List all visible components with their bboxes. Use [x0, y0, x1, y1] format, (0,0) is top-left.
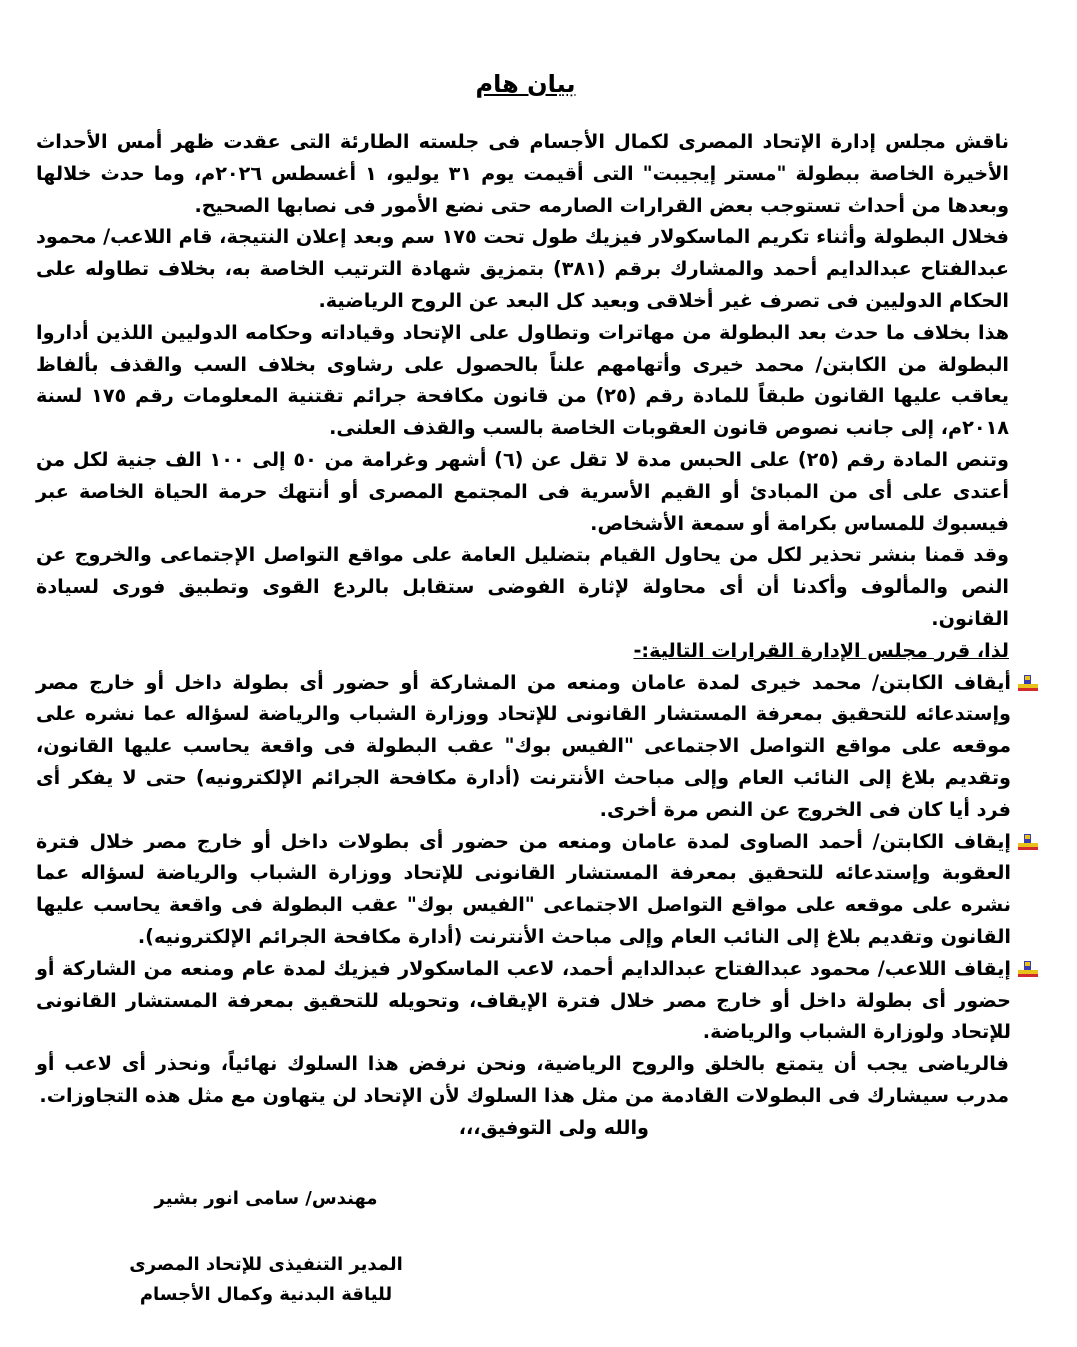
- decisions-heading: لذا، قرر مجلس الإدارة القرارات التالية:-: [633, 638, 1009, 662]
- decision-item: [36, 667, 1039, 826]
- decision-text: أيقاف الكابتن/ محمد خيرى لمدة عامان ومنعه من المشاركة أو حضور أى بطولة داخل أو خارج مصر وإستدعائه للتحقيق بمعرفة المستشار القانونى للإتحاد ووزارة الشباب والرياضة لسؤاله عما نشره على موقعه على مواقع التواصل الاجتماعى "الفيس بوك" عقب البطولة فى واقعة يحاسب عليها القانون، وتقديم بلاغ إلى النائب العام وإلى مباحث الأنترنت (أدارة مكافحة الجرائم الإلكترونيه) حتى لا يفكر أى فرد أيا كان فى الخروج عن النص مرة أخرى.: [36, 670, 1011, 821]
- decision-text: إيقاف الكابتن/ أحمد الصاوى لمدة عامان ومنعه من حضور أى بطولات داخل أو خارج مصر خلال فترة العقوبة وإستدعائه للتحقيق بمعرفة المستشار القانونى للإتحاد ووزارة الشباب والرياضة لسؤاله عما نشره على موقعه على مواقع التواصل الاجتماعى "الفيس بوك" عقب البطولة فى واقعة يحاسب عليها القانون وتقديم بلاغ إلى النائب العام وإلى مباحث الأنترنت (أدارة مكافحة الجرائم الإلكترونيه).: [36, 829, 1011, 948]
- paragraph-incident: فخلال البطولة وأثناء تكريم الماسكولار فيزيك طول تحت ١٧٥ سم وبعد إعلان النتيجة، قام اللاعب/ محمود عبدالفتاح عبدالدايم أحمد والمشارك برقم (٣٨١) بتمزيق شهادة الترتيب الخاصة به، بخلاف تطاوله على الحكام الدوليين فى تصرف غير أخلاقى وبعيد كل البعد عن الروح الرياضية.: [36, 225, 1010, 312]
- signature-title-line1: المدير التنفيذى للإتحاد المصرى: [129, 1254, 403, 1275]
- hand-pointer-bullet-icon: [1017, 674, 1039, 692]
- paragraph-warning: وقد قمنا بنشر تحذير لكل من يحاول القيام بتضليل العامة على مواقع التواصل الإجتماعى والخروج عن النص والمألوف وأكدنا أن أى محاولة لإثارة الفوضى ستقابل بالردع القوى وتطبيق فورى لسيادة القانون.: [36, 543, 1009, 630]
- signature-name-text: مهندس/ سامى انور بشير: [154, 1188, 378, 1209]
- signature-title-line2: للياقة البدنية وكمال الأجسام: [139, 1284, 393, 1305]
- signature-title: [116, 1250, 416, 1310]
- paragraph-intro: ناقش مجلس إدارة الإتحاد المصرى لكمال الأجسام فى جلسته الطارئة التى عقدت ظهر أمس الأحداث الأخيرة الخاصة ببطولة "مستر إيجيبت" التى أقيمت يوم ٣١ يوليو، ١ أغسطس ٢٠٢٦م، وما حدث خلالها وبعدها من أحداث تستوجب بعض القرارات الصارمه حتى نضع الأمور فى نصابها الصحيح.: [36, 130, 1010, 217]
- closing-line: والله ولى التوفيق،،،: [458, 1115, 649, 1139]
- decision-item: [36, 826, 1039, 953]
- paragraph-law: وتنص المادة رقم (٢٥) على الحبس مدة لا تقل عن (٦) أشهر وغرامة من ٥٠ إلى ١٠٠ الف جنية لكل من أعتدى على أى من المبادئ أو القيم الأسرية فى المجتمع المصرى أو أنتهك حرمة الحياة الخاصة عبر فيسبوك للمساس بكرامة أو سمعة الأشخاص.: [36, 447, 1009, 535]
- paragraph-final: فالرياضى يجب أن يتمتع بالخلق والروح الرياضية، ونحن نرفض هذا السلوك نهائياً، ونحذر أى لاعب أو مدرب سيشارك فى البطولات القادمة من مثل هذا السلوك لأن الإتحاد لن يتهاون مع مثل هذه التجاوزات.: [36, 1052, 1009, 1107]
- statement-document: [36, 68, 1009, 1327]
- paragraph-aftermath: هذا بخلاف ما حدث بعد البطولة من مهاترات وتطاول على الإتحاد وقياداته وحكامه الدوليين اللذين أداروا البطولة من الكابتن/ محمد خيرى وأتهامهم علناً بالحصول على رشاوى بخلاف السب والقذف بألفاظ يعاقب عليها القانون طبقاً للمادة رقم (٢٥) من قانون مكافحة جرائم تقتنية المعلومات رقم ١٧٥ لسنة ٢٠١٨م، إلى جانب نصوص قانون العقوبات الخاصة بالسب والقذف العلنى.: [36, 320, 1009, 440]
- decision-text: إيقاف اللاعب/ محمود عبدالفتاح عبدالدايم أحمد، لاعب الماسكولار فيزيك لمدة عام ومنعه من الشاركة أو حضور أى بطولة داخل أو خارج مصر خلال فترة الإيقاف، وتحويله للتحقيق بمعرفة المستشار القانونى للإتحاد ولوزارة الشباب والرياضة.: [36, 956, 1011, 1044]
- hand-pointer-bullet-icon: [1017, 833, 1039, 851]
- document-title: بيان هام: [475, 70, 576, 98]
- decision-item: [36, 953, 1039, 1048]
- signature-name: [116, 1184, 416, 1214]
- hand-pointer-bullet-icon: [1017, 960, 1039, 978]
